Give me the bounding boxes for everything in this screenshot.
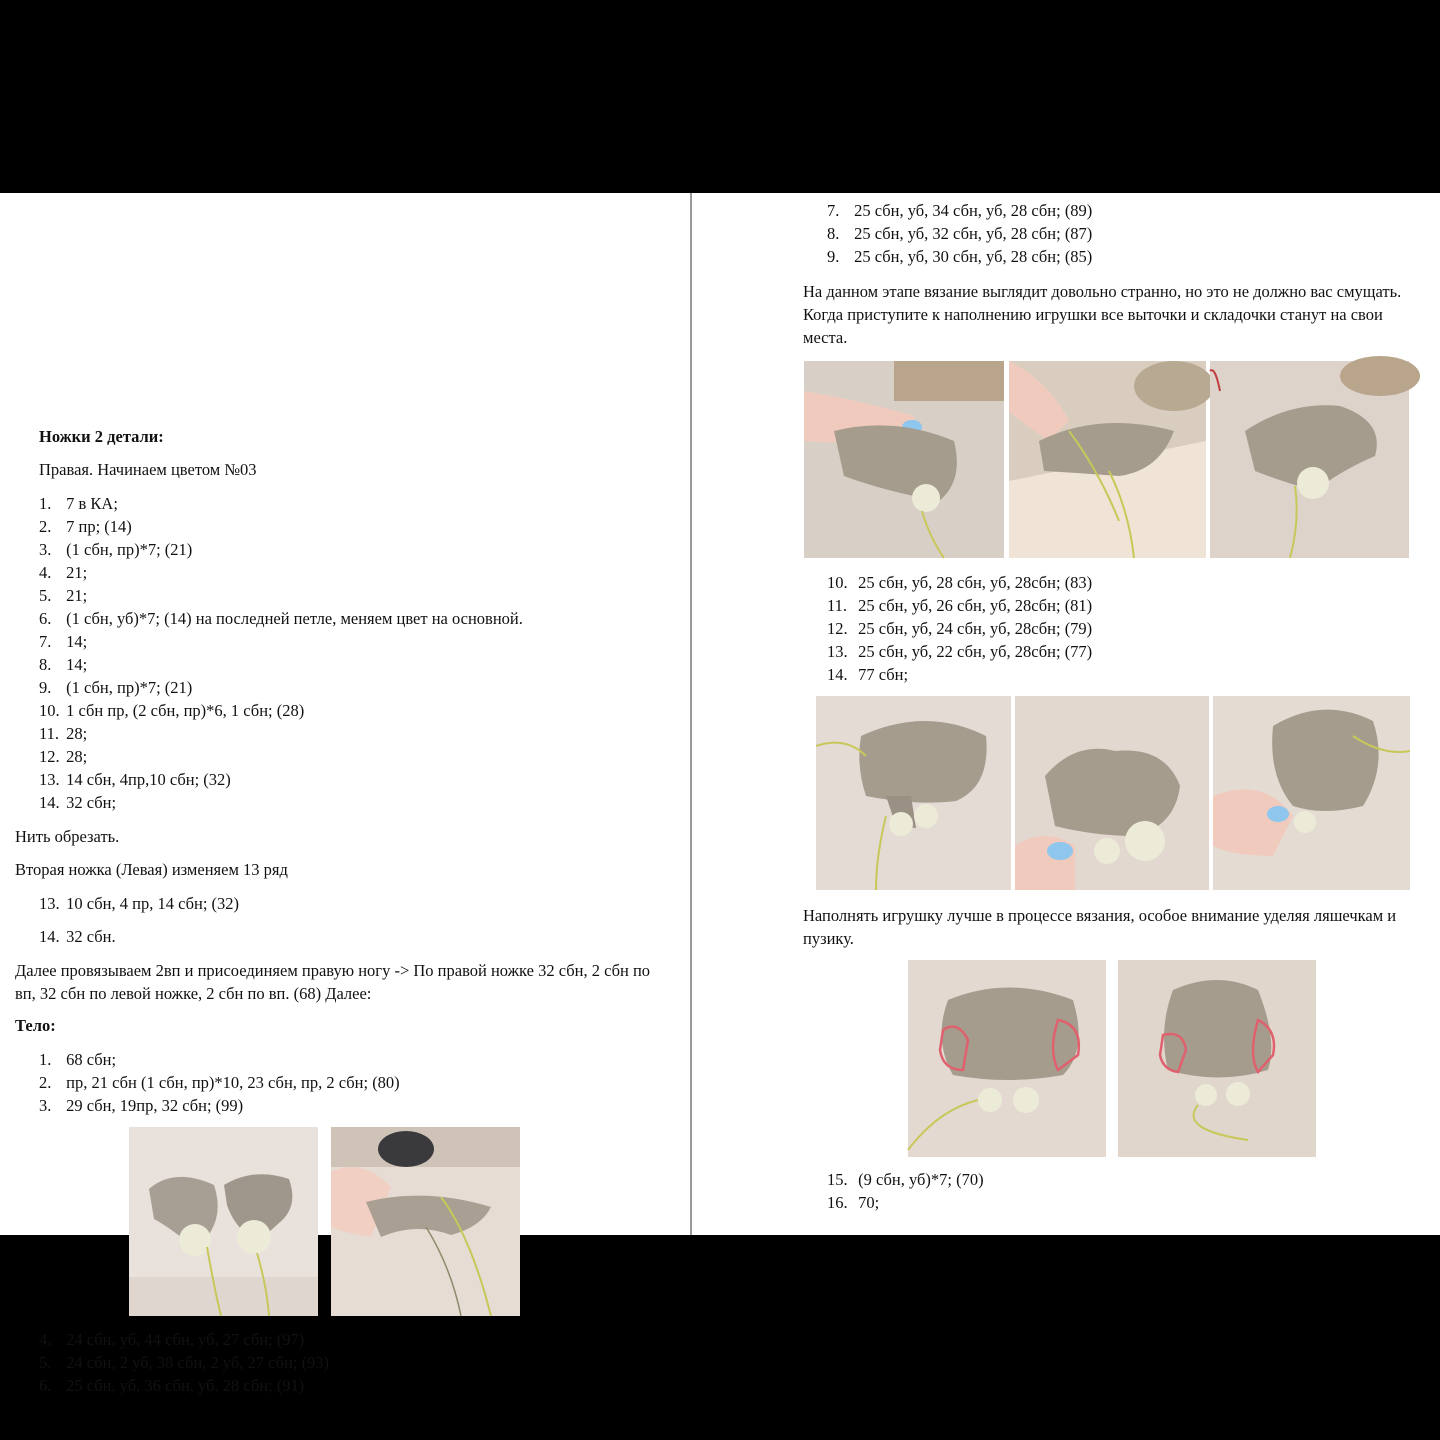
list-item: 14. 32 сбн. (39, 927, 116, 946)
photo-two-legs (129, 1127, 318, 1316)
list-item: 5. 21; (39, 586, 88, 605)
list-item: 10. 1 сбн пр, (2 сбн, пр)*6, 1 сбн; (28) (39, 701, 305, 720)
right-page (692, 193, 1440, 1235)
photo-body-legs-2 (1015, 696, 1209, 890)
list-item: 3. 29 сбн, 19пр, 32 сбн; (99) (39, 1096, 244, 1115)
photo-body-top (1210, 361, 1409, 558)
photo-hand-piece (331, 1127, 520, 1316)
photo-body-legs-3 (1213, 696, 1410, 890)
note-paragraph-1: На данном этапе вязание выглядит довольно странно, но это не должно вас смущать. Когда приступите к наполнению игрушки все выточки и складочки станут на свои места. (803, 282, 1402, 347)
list-item: 8. 14; (39, 655, 88, 674)
list-item: 13. 25 сбн, уб, 22 сбн, уб, 28сбн; (77) (827, 642, 1093, 661)
list-item: 2. пр, 21 сбн (1 сбн, пр)*10, 23 сбн, пр, 2 сбн; (80) (39, 1073, 400, 1092)
list-item: 9. (1 сбн, пр)*7; (21) (39, 678, 193, 697)
list-item: 4. 24 сбн, уб, 44 сбн, уб, 27 сбн; (97) (39, 1330, 305, 1349)
join-paragraph: Далее провязываем 2вп и присоединяем правую ногу -> По правой ножке 32 сбн, 2 сбн по вп, 32 сбн по левой ножке, 2 сбн по вп. (68) Далее: (15, 961, 651, 1003)
list-item: 11. 28; (39, 724, 88, 743)
list-item: 1. 68 сбн; (39, 1050, 117, 1069)
list-item: 6. (1 сбн, уб)*7; (14) на последней петле, меняем цвет на основной. (39, 609, 523, 628)
list-item: 3. (1 сбн, пр)*7; (21) (39, 540, 193, 559)
photo-hand-front (804, 361, 1004, 558)
list-item: 4. 21; (39, 563, 88, 582)
list-item: 5. 24 сбн, 2 уб, 38 сбн, 2 уб, 27 сбн; (93) (39, 1353, 330, 1372)
legs-heading: Ножки 2 детали: (39, 427, 164, 446)
list-item: 1. 7 в КА; (39, 494, 118, 513)
list-item: 10. 25 сбн, уб, 28 сбн, уб, 28сбн; (83) (827, 573, 1093, 592)
cut-note: Нить обрезать. (15, 827, 120, 846)
list-item: 16. 70; (827, 1193, 880, 1212)
list-item: 2. 7 пр; (14) (39, 517, 132, 536)
list-item: 7. 14; (39, 632, 88, 651)
list-item: 9. 25 сбн, уб, 30 сбн, уб, 28 сбн; (85) (827, 247, 1093, 266)
list-item: 14. 32 сбн; (39, 793, 117, 812)
list-item: 15. (9 сбн, уб)*7; (70) (827, 1170, 984, 1189)
list-item: 12. 25 сбн, уб, 24 сбн, уб, 28сбн; (79) (827, 619, 1093, 638)
list-item: 13. 14 сбн, 4пр,10 сбн; (32) (39, 770, 231, 789)
list-item: 8. 25 сбн, уб, 32 сбн, уб, 28 сбн; (87) (827, 224, 1093, 243)
body-heading: Тело: (15, 1016, 56, 1035)
photo-body-legs-1 (816, 696, 1011, 890)
list-item: 13. 10 сбн, 4 пр, 14 сбн; (32) (39, 894, 240, 913)
list-item: 7. 25 сбн, уб, 34 сбн, уб, 28 сбн; (89) (827, 201, 1093, 220)
list-item: 12. 28; (39, 747, 88, 766)
photo-hand-shaping (1009, 361, 1206, 558)
second-leg-note: Вторая ножка (Левая) изменяем 13 ряд (15, 860, 288, 879)
list-item: 14. 77 сбн; (827, 665, 909, 684)
photo-marked-front (908, 960, 1106, 1157)
left-page (0, 193, 690, 1395)
list-item: 11. 25 сбн, уб, 26 сбн, уб, 28сбн; (81) (827, 596, 1093, 615)
list-item: 6. 25 сбн, уб, 36 сбн, уб, 28 сбн; (91) (39, 1376, 305, 1395)
note-paragraph-2: Наполнять игрушку лучше в процессе вязания, особое внимание уделяя ляшечкам и пузику. (803, 906, 1397, 948)
photo-marked-back (1118, 960, 1316, 1157)
legs-intro: Правая. Начинаем цветом №03 (39, 460, 257, 479)
